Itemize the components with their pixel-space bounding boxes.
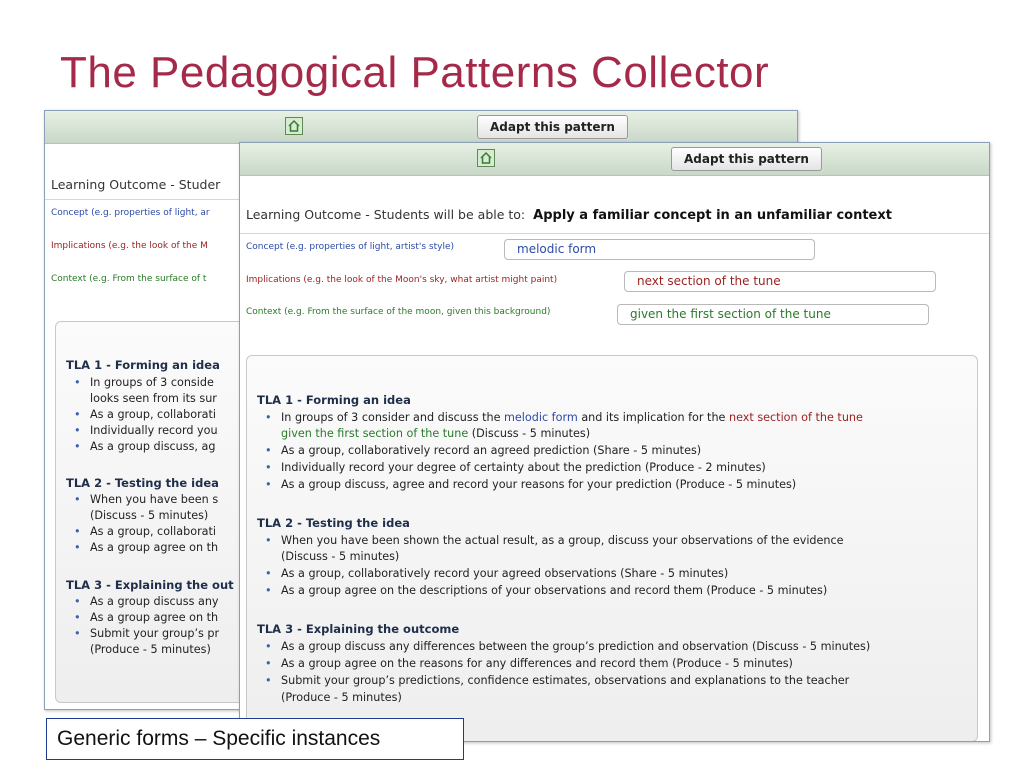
list-item: • As a group, collaboratively record your agreed observations (Share - 5 minutes) <box>281 566 728 582</box>
list-item <box>281 410 863 426</box>
tla2-heading: TLA 2 - Testing the idea <box>257 516 410 530</box>
implications-label: Implications (e.g. the look of the M <box>51 241 208 251</box>
divider <box>240 233 989 234</box>
tla3-heading: TLA 3 - Explaining the outcome <box>257 622 460 636</box>
list-item: • As a group agree on th <box>90 610 218 626</box>
list-item-text: (Discuss - 5 minutes) <box>468 427 591 440</box>
list-item: • As a group, collaborati <box>90 407 216 423</box>
implications-label: Implications (e.g. the look of the Moon's sky, what artist might paint) <box>246 275 558 285</box>
list-item: • As a group agree on th <box>90 540 218 556</box>
list-item: (Produce - 5 minutes) <box>90 643 211 656</box>
concept-ref: melodic form <box>504 411 578 424</box>
adapt-pattern-button[interactable]: Adapt this pattern <box>477 115 628 139</box>
list-item: • As a group discuss any differences between the group’s prediction and observation (Discuss - 5 minutes) <box>281 639 870 655</box>
list-item: • Individually record your degree of certainty about the prediction (Produce - 2 minutes) <box>281 460 766 476</box>
list-item: • When you have been shown the actual result, as a group, discuss your observations of the evidence <box>281 533 844 549</box>
adapt-pattern-button[interactable]: Adapt this pattern <box>671 147 822 171</box>
tla-panel <box>246 355 978 742</box>
list-item <box>281 426 590 442</box>
list-item: (Produce - 5 minutes) <box>281 691 402 704</box>
learning-outcome-label: Learning Outcome - Studer <box>51 177 221 192</box>
tla1-heading: TLA 1 - Forming an idea <box>257 393 411 407</box>
home-icon[interactable] <box>477 149 495 167</box>
implications-input[interactable]: next section of the tune <box>624 271 936 292</box>
context-ref: given the first section of the tune <box>281 427 469 440</box>
concept-input[interactable]: melodic form <box>504 239 815 260</box>
list-item: • As a group discuss, agree and record your reasons for your prediction (Produce - 5 minutes) <box>281 477 796 493</box>
specific-instance-window <box>239 142 990 742</box>
list-item: • Submit your group’s predictions, confidence estimates, observations and explanations to the teacher <box>281 673 849 689</box>
list-item: • As a group agree on the descriptions of your observations and record them (Produce - 5 minutes) <box>281 583 827 599</box>
concept-label: Concept (e.g. properties of light, artist's style) <box>246 242 454 252</box>
list-item: looks seen from its sur <box>90 392 217 405</box>
list-item: (Discuss - 5 minutes) <box>90 509 209 522</box>
tla3-heading: TLA 3 - Explaining the out <box>66 578 234 592</box>
learning-outcome <box>246 207 892 223</box>
learning-outcome-label: Learning Outcome - Students will be able to: <box>246 207 526 222</box>
list-item: • As a group agree on the reasons for any differences and record them (Produce - 5 minutes) <box>281 656 793 672</box>
list-item: • Submit your group’s pr <box>90 626 219 642</box>
tla2-heading: TLA 2 - Testing the idea <box>66 476 219 490</box>
slide-caption: Generic forms – Specific instances <box>46 718 464 760</box>
specific-toolbar <box>240 143 989 176</box>
list-item: • When you have been s <box>90 492 218 508</box>
context-label: Context (e.g. From the surface of t <box>51 274 207 284</box>
concept-label: Concept (e.g. properties of light, ar <box>51 208 210 218</box>
slide-title: The Pedagogical Patterns Collector <box>60 48 770 97</box>
list-item: • As a group, collaborati <box>90 524 216 540</box>
learning-outcome-value: Apply a familiar concept in an unfamiliar context <box>533 208 892 223</box>
implication-ref: next section of the tune <box>728 411 863 424</box>
list-item-text: In groups of 3 consider and discuss the <box>281 411 505 424</box>
context-input[interactable]: given the first section of the tune <box>617 304 929 325</box>
generic-toolbar <box>45 111 797 144</box>
list-item: • As a group discuss, ag <box>90 439 216 455</box>
list-item-text: and its implication for the <box>577 411 729 424</box>
list-item: • As a group, collaboratively record an agreed prediction (Share - 5 minutes) <box>281 443 701 459</box>
tla1-heading: TLA 1 - Forming an idea <box>66 358 220 372</box>
list-item: (Discuss - 5 minutes) <box>281 550 400 563</box>
list-item: • In groups of 3 conside <box>90 375 214 391</box>
context-label: Context (e.g. From the surface of the moon, given this background) <box>246 307 551 317</box>
list-item: • As a group discuss any <box>90 594 219 610</box>
list-item: • Individually record you <box>90 423 218 439</box>
home-icon[interactable] <box>285 117 303 135</box>
